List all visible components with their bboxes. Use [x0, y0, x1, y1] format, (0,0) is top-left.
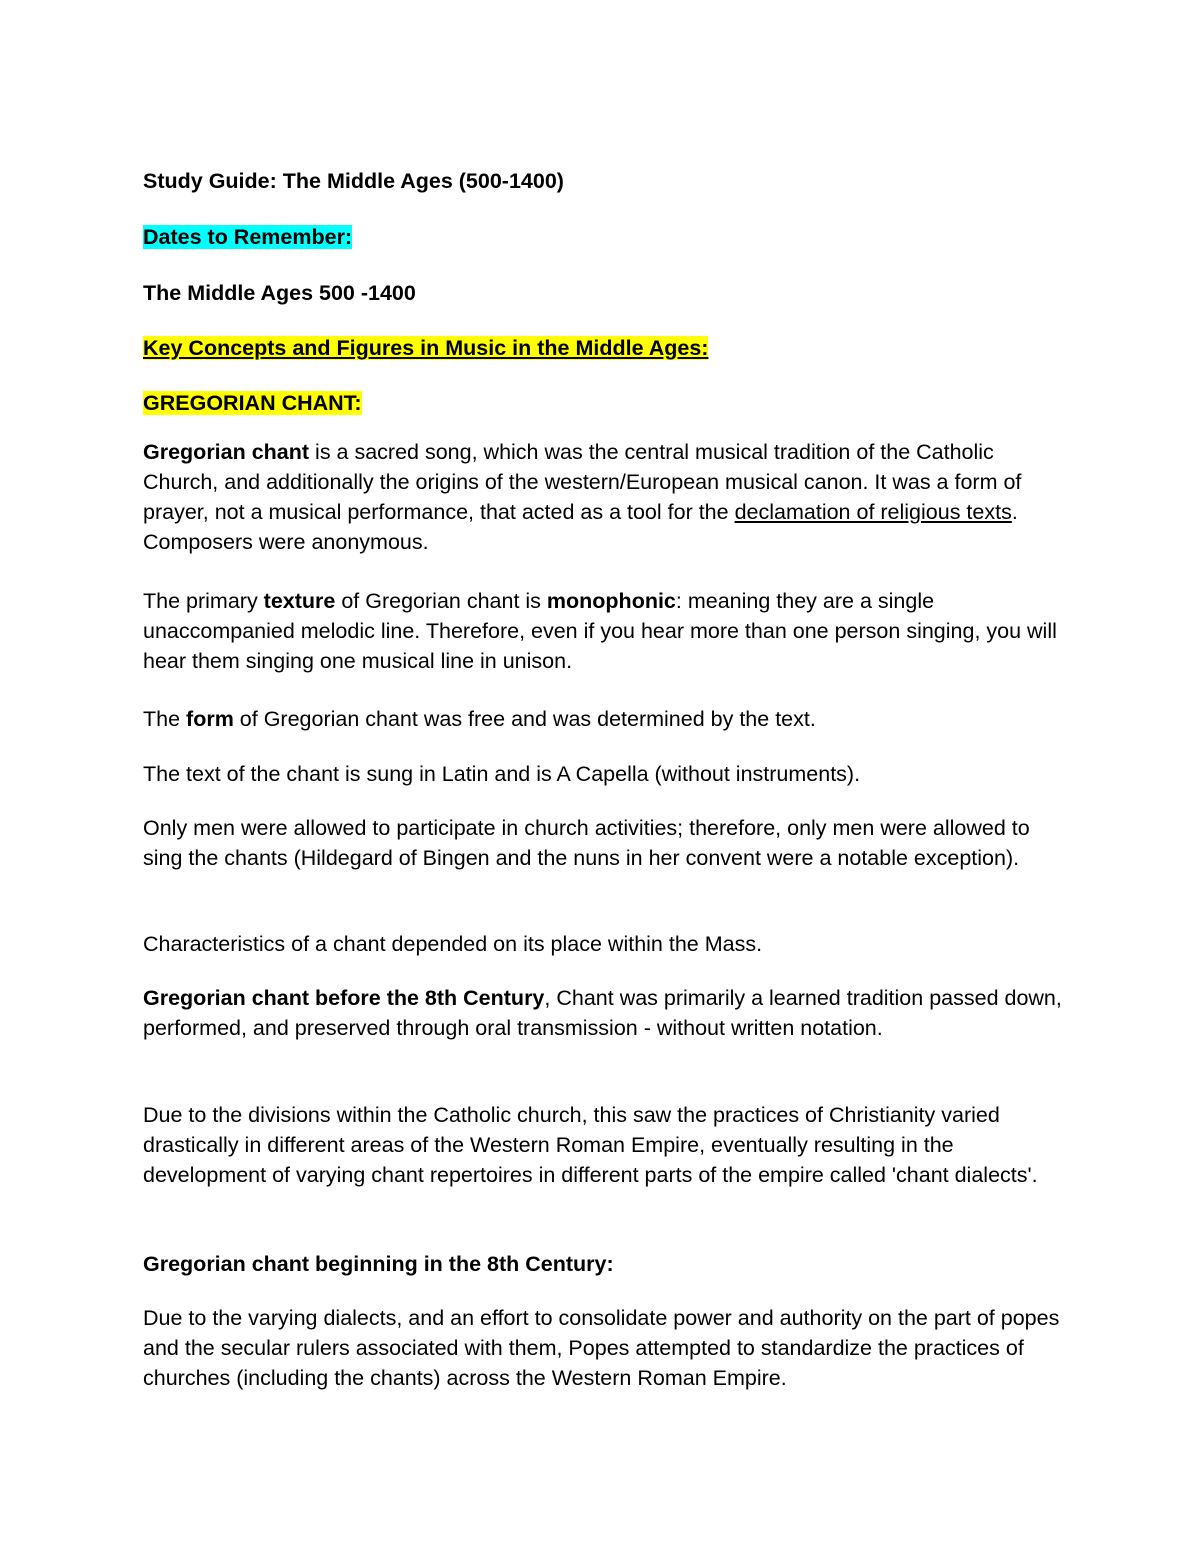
paragraph-before-8th-century [143, 983, 1073, 1043]
middle-ages-dates: The Middle Ages 500 -1400 [143, 281, 416, 305]
paragraph-characteristics: Characteristics of a chant depended on its place within the Mass. [143, 932, 763, 956]
paragraph-definition [143, 437, 1073, 557]
key-concepts-heading [143, 333, 1073, 363]
gregorian-chant-heading [143, 388, 1073, 418]
paragraph-latin: The text of the chant is sung in Latin and is A Capella (without instruments). [143, 762, 861, 786]
paragraph-form [143, 704, 1073, 734]
underlined-phrase: declamation of religious texts [734, 500, 1012, 524]
paragraph-text: : meaning they are a single unaccompanied melodic line. Therefore, even if you hear more than one person singing, you will hear them singing one musical line in unison. [143, 589, 1057, 673]
paragraph-men-only: Only men were allowed to participate in church activities; therefore, only men were allowed to sing the chants (Hildegard of Bingen and the nuns in her convent were a notable exception). [143, 816, 1030, 870]
term-before-8th-century: Gregorian chant before the 8th Century [143, 986, 545, 1010]
paragraph-texture [143, 586, 1073, 676]
term-form: form [186, 707, 234, 731]
paragraph-standardization: Due to the varying dialects, and an effort to consolidate power and authority on the part of popes and the secular rulers associated with them, Popes attempted to standardize the practices of churches (including the chants) across the Western Roman Empire. [143, 1306, 1060, 1390]
heading-8th-century: Gregorian chant beginning in the 8th Century: [143, 1252, 614, 1276]
paragraph-text: is a sacred song, which was the central musical tradition of the Catholic Church, and additionally the origins of the western/European musical canon. It was a form of prayer, not a musical performance, that acted as a tool for the [143, 440, 1022, 524]
paragraph-text: The primary [143, 589, 264, 613]
dates-heading [143, 222, 1073, 252]
paragraph-text: of Gregorian chant was free and was determined by the text. [233, 707, 816, 731]
term-gregorian-chant: Gregorian chant [143, 440, 310, 464]
term-monophonic: monophonic [546, 589, 676, 613]
term-texture: texture [263, 589, 336, 613]
paragraph-text: The [143, 707, 187, 731]
paragraph-chant-dialects: Due to the divisions within the Catholic church, this saw the practices of Christianity varied drastically in different areas of the Western Roman Empire, eventually resulting in the development of varying chant repertoires in different parts of the empire called 'chant dialects'. [143, 1103, 1038, 1187]
gregorian-chant-heading-text: GREGORIAN CHANT: [143, 391, 362, 415]
paragraph-text: . Composers were anonymous. [143, 500, 1018, 554]
dates-heading-text: Dates to Remember: [143, 225, 353, 249]
paragraph-text: , Chant was primarily a learned tradition passed down, performed, and preserved through oral transmission - without written notation. [143, 986, 1062, 1040]
document-title: Study Guide: The Middle Ages (500-1400) [143, 169, 564, 193]
key-concepts-heading-text: Key Concepts and Figures in Music in the Middle Ages: [143, 336, 709, 360]
paragraph-text: of Gregorian chant is [335, 589, 547, 613]
